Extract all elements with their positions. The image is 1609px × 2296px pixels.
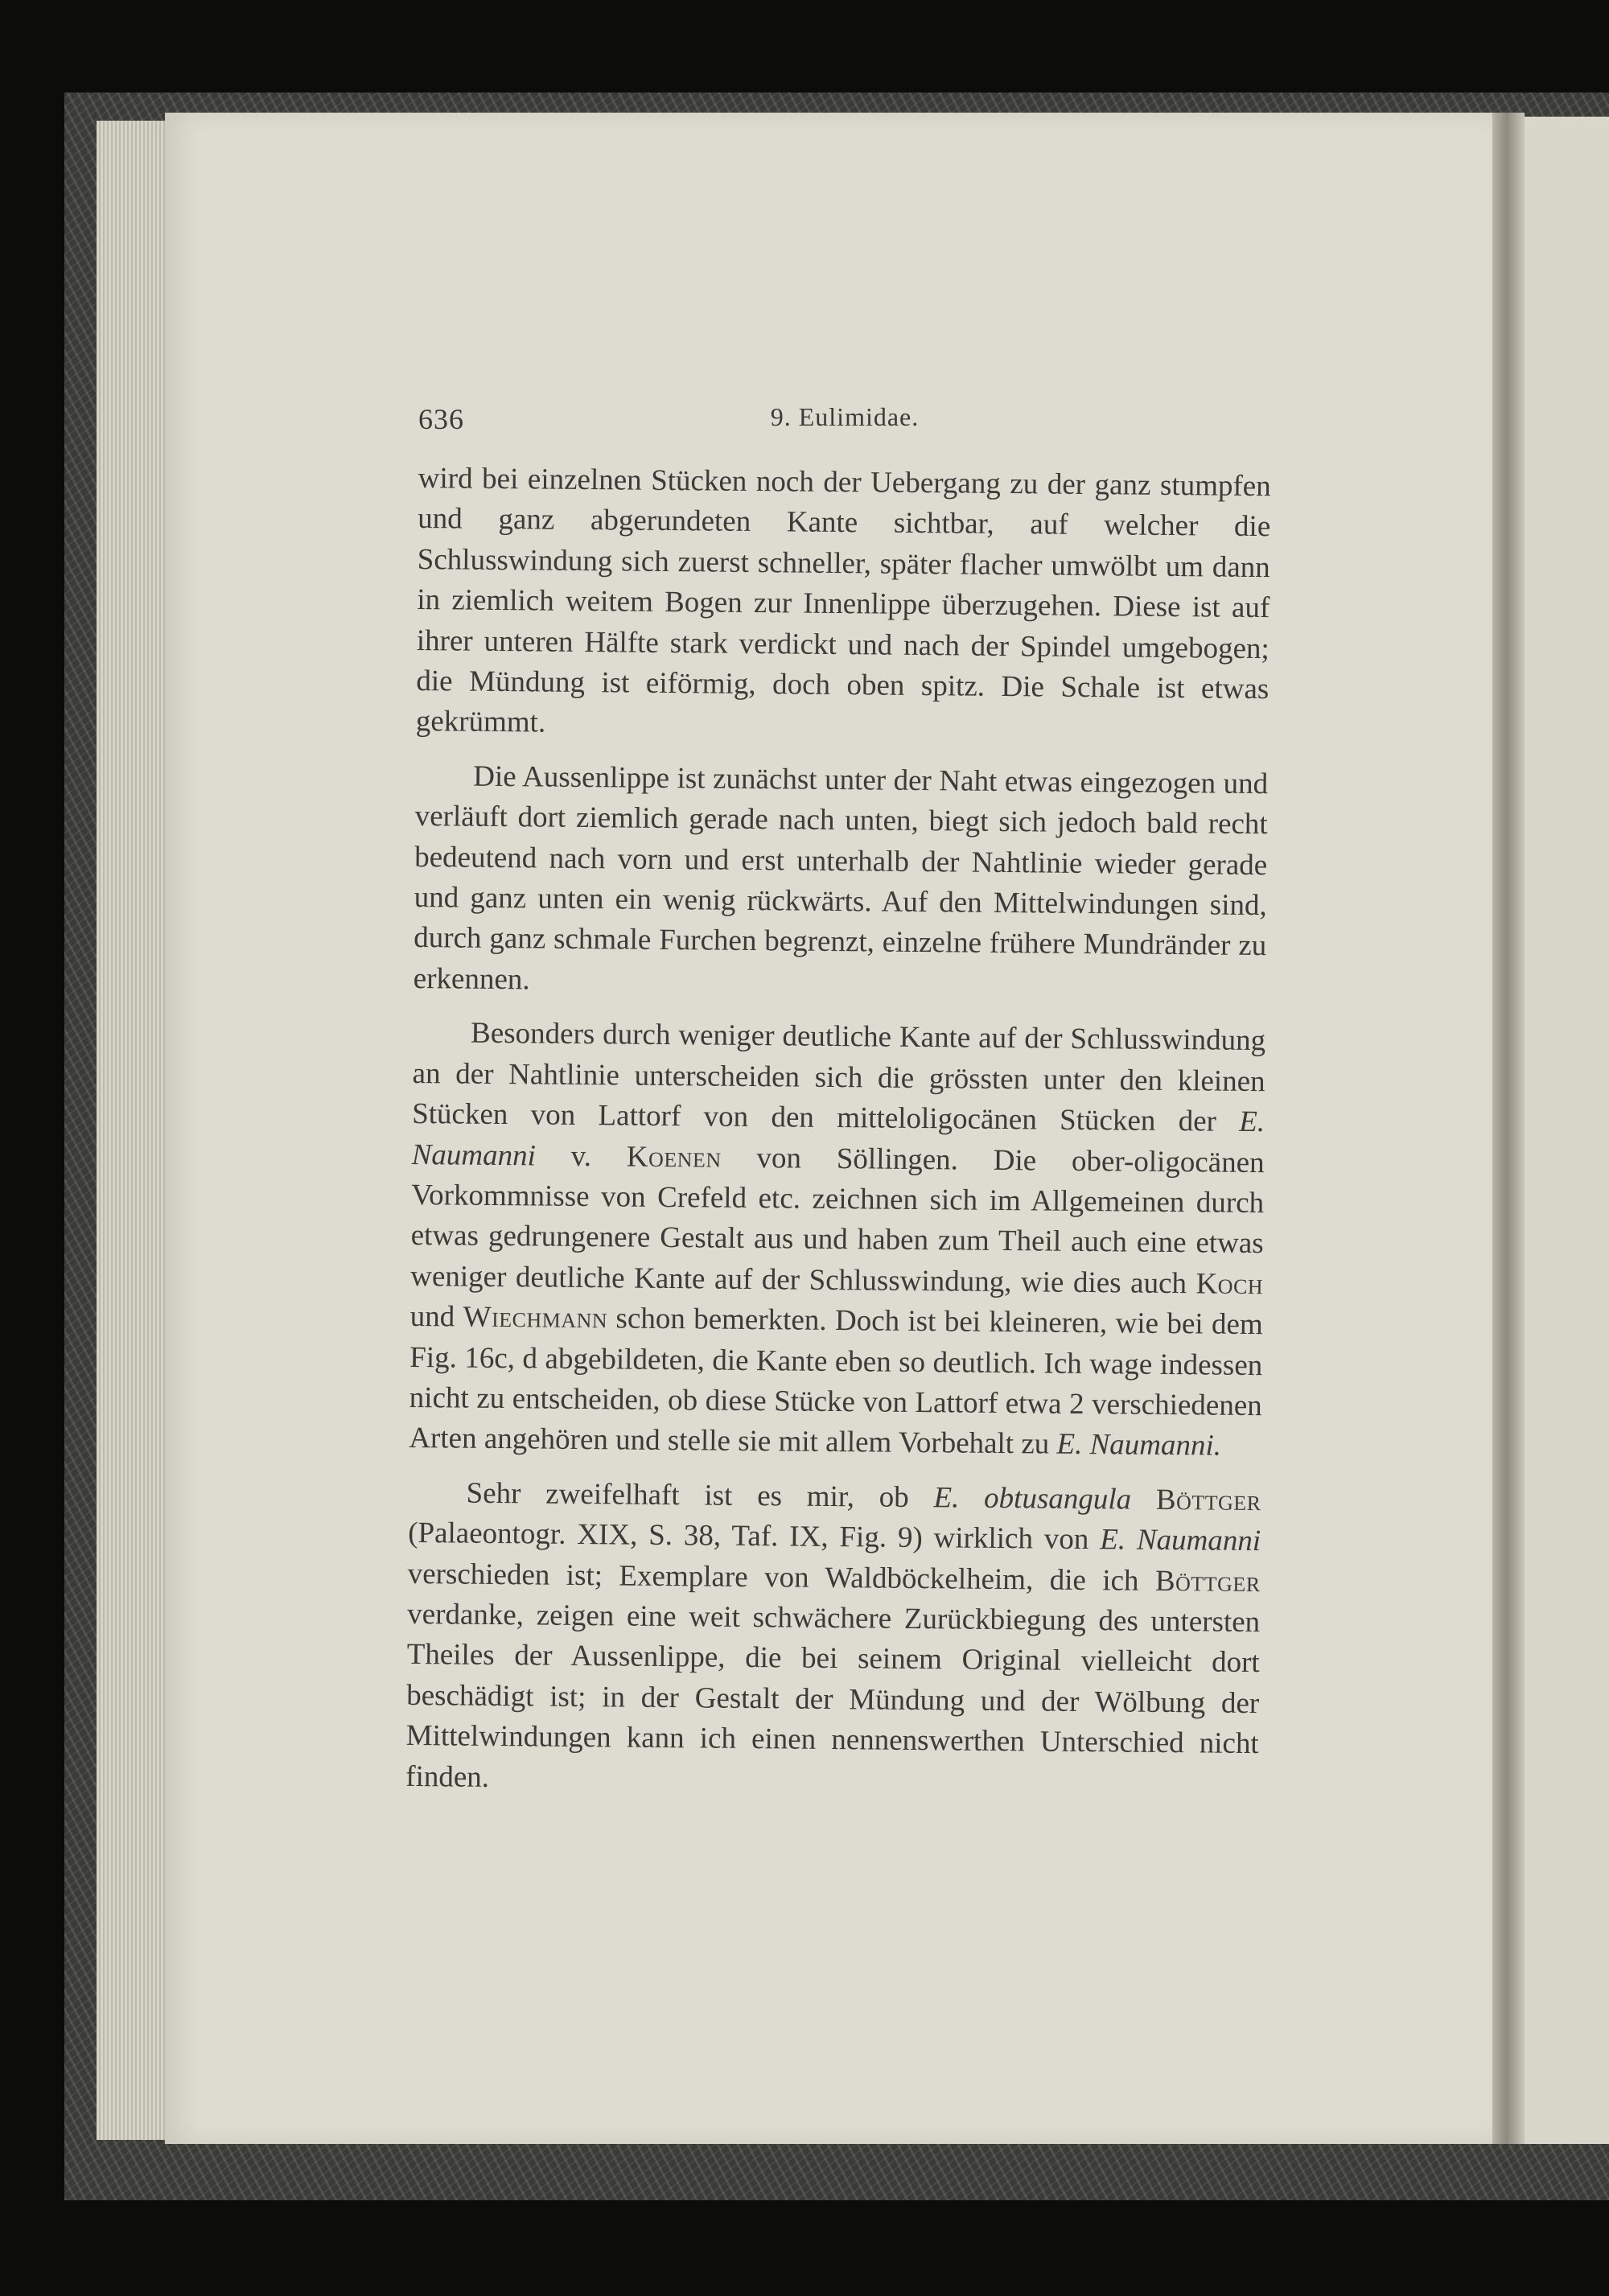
author-name: Wiechmann	[463, 1300, 608, 1335]
paragraph-3-text-4: und	[409, 1300, 463, 1334]
species-name: E. obtusangula	[933, 1480, 1132, 1516]
author-name: Koch	[1195, 1267, 1264, 1301]
page-number: 636	[418, 403, 464, 435]
author-name: Böttger	[1154, 1564, 1261, 1599]
species-name: E. Naumanni	[411, 1105, 1265, 1172]
paragraph-3-text-2: v.	[535, 1138, 628, 1174]
running-head: 9. Eulimidae.	[770, 402, 920, 431]
paragraph-4-text-4: verschieden ist; Exemplare von Waldböckelheim, die ich	[407, 1557, 1156, 1598]
body-text	[405, 459, 1271, 1819]
book-gutter	[1492, 113, 1525, 2144]
species-name: E. Naumanni	[1100, 1523, 1261, 1558]
paragraph-3-text-5: schon bemerkten. Doch ist bei kleineren, wie bei dem Fig. 16c, d abgebildeten, die Kante eben so deutlich. Ich wage indessen nicht zu entscheiden, ob diese Stücke von Lattorf etwa 2 verschiedenen Arten angehören und stelle sie mit allem Vorbehalt zu	[409, 1302, 1263, 1462]
paragraph-4-text-5: verdanke, zeigen eine weit schwächere Zurückbiegung des untersten Theiles der Aussenlippe, die bei seinem Original vielleicht dort beschädigt ist; in der Gestalt der Mündung und der Wölbung der Mittelwindungen kann ich einen nennenswerthen Unterschied nicht finden.	[405, 1597, 1261, 1794]
page-header	[418, 402, 1271, 442]
page-edges	[97, 121, 173, 2140]
paragraph-4-text-2	[1131, 1483, 1156, 1516]
paragraph-4	[405, 1473, 1261, 1805]
paragraph-1-text: wird bei einzelnen Stücken noch der Uebergang zu der ganz stumpfen und ganz abgerundeten Kante sichtbar, auf welcher die Schlusswindung sich zuerst schneller, später flacher umwölbt um dann in ziemlich weitem Bogen zur Innenlippe überzugehen. Diese ist auf ihrer unteren Hälfte stark verdickt und nach der Spindel umgebogen; die Mündung ist eiförmig, doch oben spitz. Die Schale ist etwas gekrümmt.	[415, 461, 1271, 739]
paragraph-2-text: Die Aussenlippe ist zunächst unter der Naht etwas eingezogen und verläuft dort ziemlich gerade nach unten, biegt sich jedoch bald recht bedeutend nach vorn und erst unterhalb der Nahtlinie wieder gerade und ganz unten ein wenig rückwärts. Auf den Mittelwindungen sind, durch ganz schmale Furchen begrenzt, einzelne frühere Mundränder zu erkennen.	[413, 759, 1269, 997]
paragraph-2	[414, 756, 1269, 1008]
facing-page	[1525, 117, 1609, 2144]
paragraph-3-text-3: von Söllingen. Die ober-oligocänen Vorkommnisse von Crefeld etc. zeichnen sich im Allgemeinen durch etwas gedrungenere Gestalt aus und haben zum Theil auch eine etwas weniger deutliche Kante auf der Schlusswindung, wie dies auch	[410, 1141, 1265, 1301]
author-name: Böttger	[1155, 1483, 1261, 1517]
paragraph-4-text-1: Sehr zweifelhaft ist es mir, ob	[466, 1476, 934, 1514]
author-name: Koenen	[626, 1140, 722, 1175]
paragraph-3	[409, 1013, 1265, 1467]
species-name: E. Naumanni.	[1056, 1428, 1222, 1463]
paragraph-1	[416, 459, 1271, 751]
paragraph-3-text-1: Besonders durch weniger deutliche Kante auf der Schlusswindung an der Nahtlinie unterscheiden sich die grössten unter den kleinen Stücken von Lattorf von den mitteloligocänen Stücken der	[411, 1016, 1266, 1138]
paragraph-4-text-3: (Palaeontogr. XIX, S. 38, Taf. IX, Fig. 9) wirklich von	[407, 1516, 1101, 1557]
